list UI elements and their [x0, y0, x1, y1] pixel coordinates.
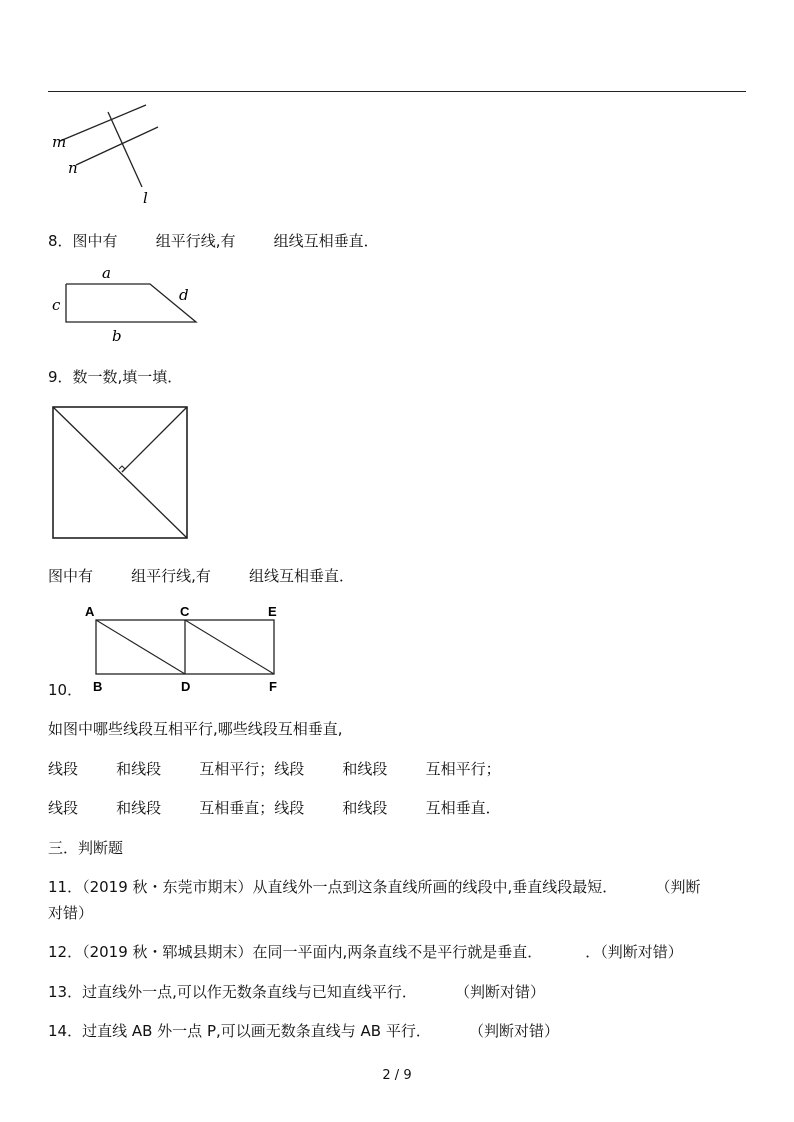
question-13: 13．过直线外一点,可以作无数条直线与已知直线平行． （判断对错） — [48, 983, 546, 1001]
label-b: b — [112, 327, 122, 345]
question-8: 8．图中有 组平行线,有 组线互相垂直． — [48, 232, 379, 250]
question-9: 9．数一数,填一填． — [48, 368, 183, 386]
question-11-line-1: 11．（2019 秋・东莞市期末）从直线外一点到这条直线所画的线段中,垂直线段最短． （判断 — [48, 878, 701, 896]
question-10-parallel-line: 线段 和线段 互相平行；线段 和线段 互相平行； — [48, 760, 501, 778]
section-3-title: 三．判断题 — [48, 839, 124, 857]
page-number: 2 / 9 — [382, 1068, 412, 1083]
label-F: F — [269, 679, 277, 694]
label-A: A — [85, 604, 95, 619]
label-d: d — [179, 286, 189, 304]
question-12: 12．（2019 秋・郓城县期末）在同一平面内,两条直线不是平行就是垂直． ．（判断对错） — [48, 943, 683, 961]
question-14: 14．过直线 AB 外一点 P,可以画无数条直线与 AB 平行． （判断对错） — [48, 1022, 559, 1040]
label-l: l — [143, 189, 148, 207]
label-a: a — [102, 264, 111, 282]
figure-trapezoid-abcd — [48, 262, 208, 352]
question-10-number: 10． — [48, 681, 83, 699]
label-B: B — [93, 679, 103, 694]
label-C: C — [180, 604, 190, 619]
figure-parallel-lines-mnl — [40, 95, 170, 210]
label-D: D — [181, 679, 191, 694]
label-E: E — [268, 604, 277, 619]
header-rule — [48, 91, 746, 92]
label-c: c — [52, 296, 61, 314]
figure-square-diagonal — [52, 406, 192, 542]
figure-rectangles-ace-bdf — [80, 602, 290, 697]
label-m: m — [52, 133, 67, 151]
question-10-prompt: 如图中哪些线段互相平行,哪些线段互相垂直, — [48, 720, 343, 738]
question-10-perpendicular-line: 线段 和线段 互相垂直；线段 和线段 互相垂直． — [48, 799, 501, 817]
question-9-answer-line: 图中有 组平行线,有 组线互相垂直． — [48, 567, 355, 585]
question-11-line-2: 对错） — [48, 904, 94, 922]
label-n: n — [68, 159, 78, 177]
